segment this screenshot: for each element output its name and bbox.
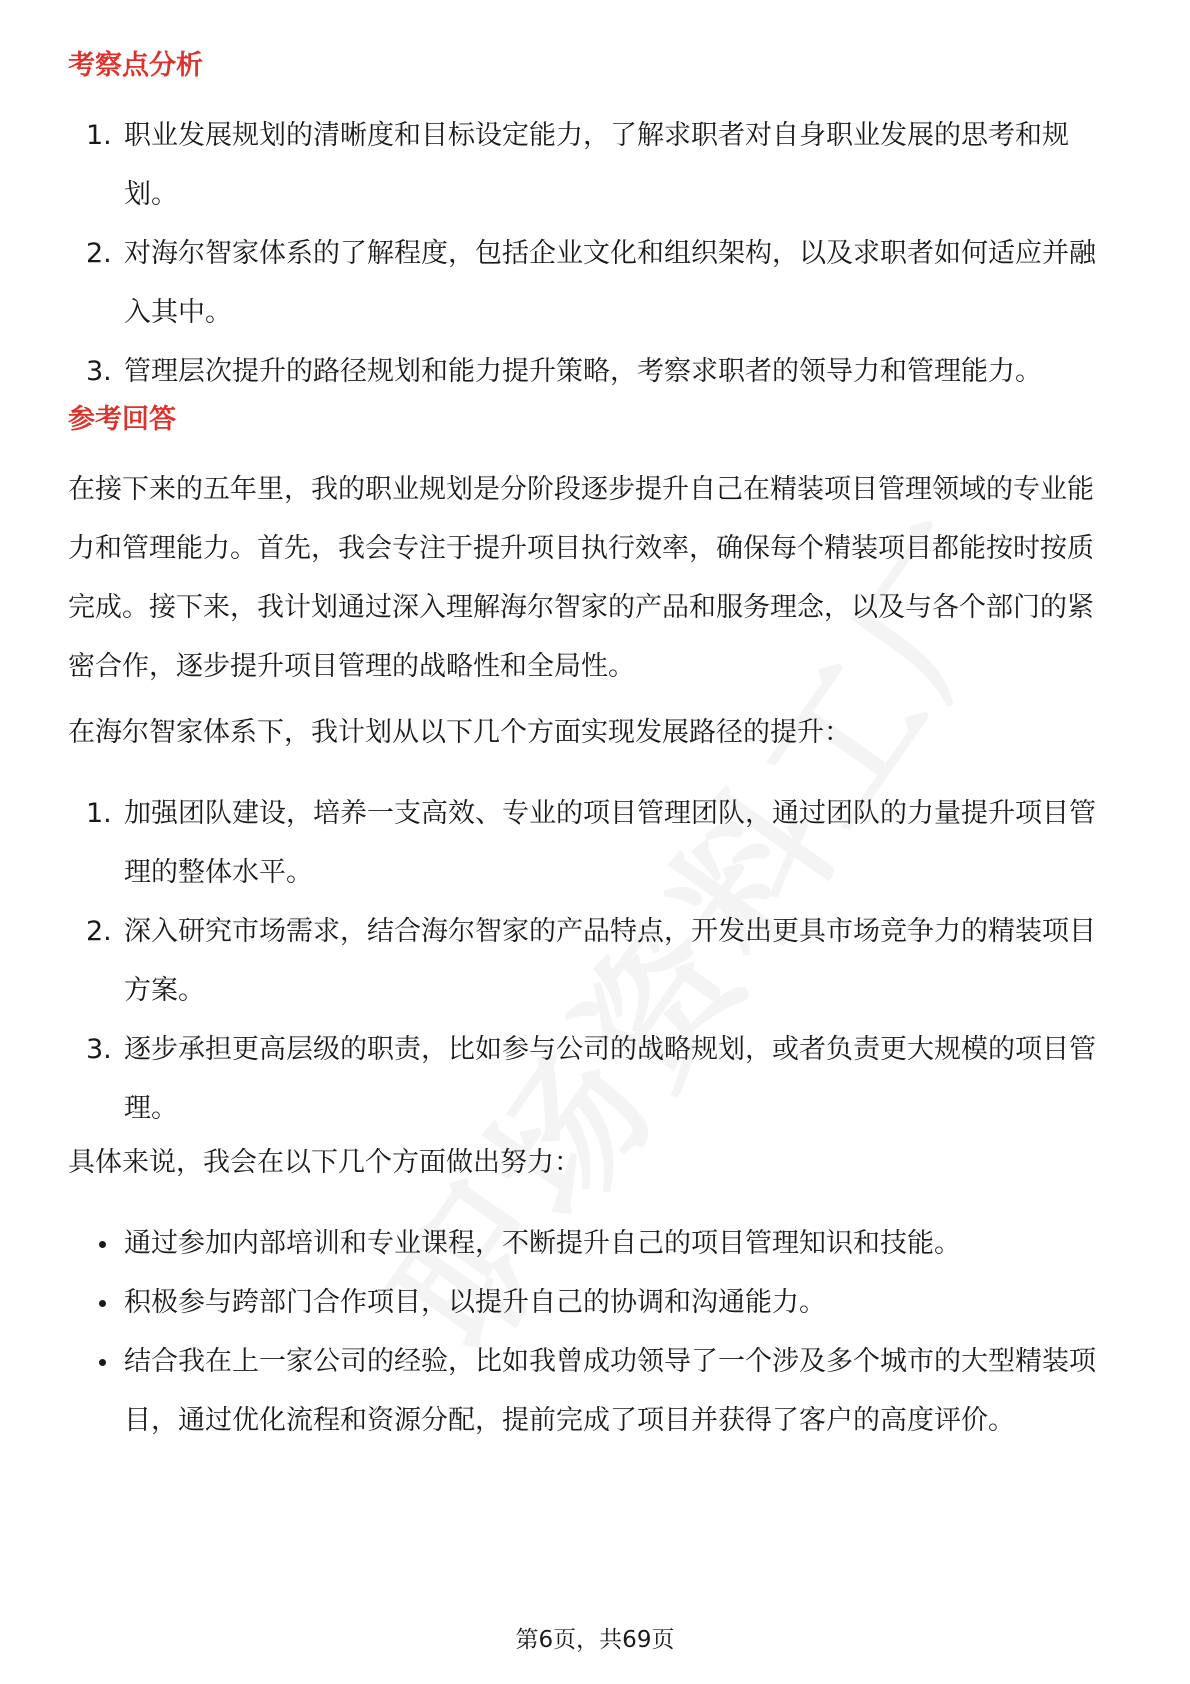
- list-number: 1.: [86, 798, 112, 829]
- list-item-text: 管理层次提升的路径规划和能力提升策略，考察求职者的领导力和管理能力。: [124, 356, 1042, 387]
- list-number: 2.: [86, 916, 112, 947]
- bullet-dot-icon: [99, 1300, 106, 1307]
- bullet-dot-icon: [99, 1359, 106, 1366]
- answer-paragraph-1: 在接下来的五年里，我的职业规划是分阶段逐步提升自己在精装项目管理领域的专业能力和管理能力。首先，我会专注于提升项目执行效率，确保每个精装项目都能按时按质完成。接下来，我计划通过深入理解海尔智家的产品和服务理念，以及与各个部门的紧密合作，逐步提升项目管理的战略性和全局性。: [68, 474, 1094, 682]
- section-title-analysis: 考察点分析: [68, 50, 203, 81]
- list-number: 1.: [86, 120, 112, 151]
- bullet-dot-icon: [99, 1241, 106, 1248]
- answer-paragraph-2: 在海尔智家体系下，我计划从以下几个方面实现发展路径的提升：: [68, 717, 851, 748]
- analysis-list: [72, 106, 1120, 401]
- path-list: [72, 784, 1120, 1138]
- section-title-answer: 参考回答: [68, 404, 176, 435]
- list-item-text: 积极参与跨部门合作项目，以提升自己的协调和沟通能力。: [124, 1287, 826, 1318]
- page-footer: 第6页，共69页: [515, 1627, 675, 1653]
- list-item-text: 通过参加内部培训和专业课程，不断提升自己的项目管理知识和技能。: [124, 1228, 961, 1259]
- list-item-text: 结合我在上一家公司的经验，比如我曾成功领导了一个涉及多个城市的大型精装项目，通过优化流程和资源分配，提前完成了项目并获得了客户的高度评价。: [124, 1346, 1096, 1436]
- list-item: [72, 342, 1120, 401]
- list-item-text: 职业发展规划的清晰度和目标设定能力，了解求职者对自身职业发展的思考和规划。: [124, 120, 1069, 210]
- list-item: [72, 902, 1120, 1020]
- list-item-text: 深入研究市场需求，结合海尔智家的产品特点，开发出更具市场竞争力的精装项目方案。: [124, 916, 1096, 1006]
- list-number: 2.: [86, 238, 112, 269]
- list-item-text: 对海尔智家体系的了解程度，包括企业文化和组织架构，以及求职者如何适应并融入其中。: [124, 238, 1096, 328]
- list-item: [72, 106, 1120, 224]
- list-number: 3.: [86, 1034, 112, 1065]
- list-item: [72, 224, 1120, 342]
- list-item-text: 逐步承担更高层级的职责，比如参与公司的战略规划，或者负责更大规模的项目管理。: [124, 1034, 1096, 1124]
- effort-list: [72, 1214, 1120, 1450]
- list-item: [72, 1020, 1120, 1138]
- list-item: [72, 784, 1120, 902]
- list-number: 3.: [86, 356, 112, 387]
- list-item: [72, 1332, 1120, 1450]
- answer-paragraph-3: 具体来说，我会在以下几个方面做出努力：: [68, 1147, 581, 1178]
- list-item: [72, 1273, 1120, 1332]
- list-item: [72, 1214, 1120, 1273]
- list-item-text: 加强团队建设，培养一支高效、专业的项目管理团队，通过团队的力量提升项目管理的整体水平。: [124, 798, 1096, 888]
